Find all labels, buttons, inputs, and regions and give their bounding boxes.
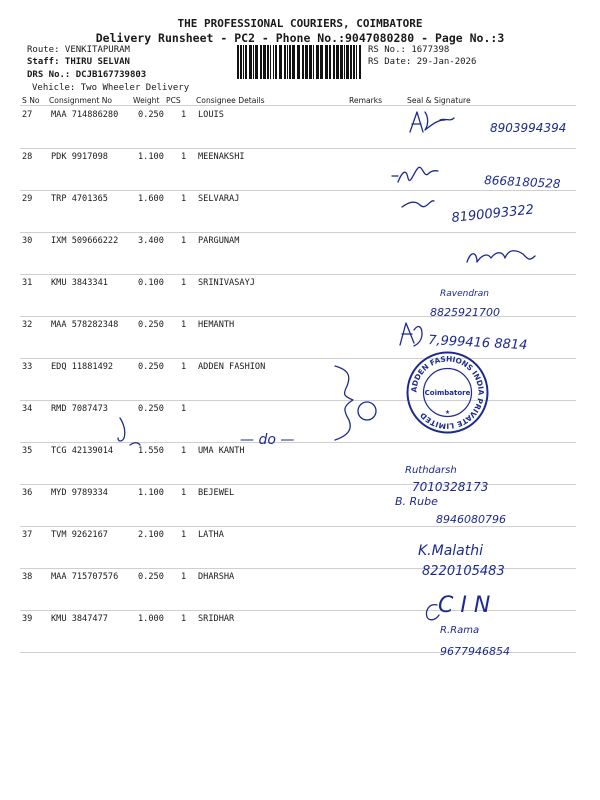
bracket-mark [335,366,353,440]
handwritten-phone: 7,999416 8814 [427,333,528,354]
row-consignment-no: TCG 42139014 [51,446,114,456]
col-seal-signature: Seal & Signature [407,96,471,105]
row-pcs: 1 [181,530,187,540]
handwritten-phone: 8946080796 [436,513,506,526]
row-sno: 29 [22,194,33,204]
row-sno: 33 [22,362,33,372]
signature-scribble [400,323,422,346]
company-seal-stamp [405,350,490,435]
row-weight: 1.550 [138,446,164,456]
signature-scribble [392,167,438,182]
row-consignment-no: IXM 509666222 [51,236,119,246]
row-consignee: HEMANTH [198,320,235,330]
row-consignee: SELVARAJ [198,194,240,204]
row-consignee: DHARSHA [198,572,235,582]
handwritten-phone: 8668180528 [483,173,561,191]
row-consignee: LOUIS [198,110,224,120]
seal-star: ★ [445,407,450,416]
signature-scribble [467,251,535,262]
row-sno: 39 [22,614,33,624]
row-weight: 0.250 [138,572,164,582]
seal-text: ADDEN FASHIONS INDIA PRIVATE LIMITED [409,354,486,431]
row-consignee: BEJEWEL [198,488,235,498]
count-circle [358,402,376,420]
col-sno: S No [22,96,40,105]
row-weight: 2.100 [138,530,164,540]
row-sno: 27 [22,110,33,120]
row-pcs: 1 [181,572,187,582]
row-sno: 28 [22,152,33,162]
row-consignment-no: PDK 9917098 [51,152,108,162]
row-pcs: 1 [181,320,187,330]
handwritten-phone: 8220105483 [422,564,505,579]
handwritten-name: B. Rube [395,495,438,508]
row-weight: 1.000 [138,614,164,624]
row-consignee: SRINIVASAYJ [198,278,255,288]
handwritten-name: Ravendran [440,289,489,299]
scribble-mark [118,418,140,445]
row-consignment-no: MAA 715707576 [51,572,119,582]
row-consignee: UMA KANTH [198,446,245,456]
signature-scribble [410,112,454,132]
row-weight: 3.400 [138,236,164,246]
row-weight: 1.100 [138,152,164,162]
drs-number: DRS No.: DCJB167739803 [27,70,147,80]
row-consignee: ADDEN FASHION [198,362,266,372]
col-consignee: Consignee Details [196,96,265,105]
row-consignment-no: TVM 9262167 [51,530,108,540]
row-consignment-no: MYD 9789334 [51,488,108,498]
row-weight: 1.600 [138,194,164,204]
handwritten-name: Ruthdarsh [405,465,457,476]
row-sno: 30 [22,236,33,246]
col-consignment: Consignment No [49,96,113,105]
row-pcs: 1 [181,278,187,288]
col-remarks: Remarks [349,96,383,105]
handwritten-phone: 8190093322 [450,202,535,226]
row-pcs: 1 [181,194,187,204]
row-consignment-no: TRP 4701365 [51,194,108,204]
vehicle: Vehicle: Two Wheeler Delivery [32,83,190,93]
rs-number: RS No.: 1677398 [368,45,450,55]
row-consignee: PARGUNAM [198,236,240,246]
row-sno: 37 [22,530,33,540]
runsheet-subtitle: Delivery Runsheet - PC2 - Phone No.:9047080280 - Page No.:3 [95,31,505,45]
row-consignment-no: MAA 714886280 [51,110,119,120]
row-sno: 36 [22,488,33,498]
row-sno: 38 [22,572,33,582]
row-sno: 34 [22,404,33,414]
handwritten-phone: 7010328173 [412,480,489,494]
row-weight: 0.250 [138,362,164,372]
handwritten-ditto: — do — [240,432,295,448]
rs-date: RS Date: 29-Jan-2026 [368,57,477,67]
col-weight: Weight [133,96,160,105]
row-consignment-no: EDQ 11881492 [51,362,114,372]
row-consignee: MEENAKSHI [198,152,245,162]
handwritten-phone: 8903994394 [490,121,567,135]
handwritten-phone: 8825921700 [430,306,500,319]
row-consignment-no: RMD 7087473 [51,404,108,414]
row-sno: 32 [22,320,33,330]
row-pcs: 1 [181,446,187,456]
row-sno: 35 [22,446,33,456]
row-pcs: 1 [181,362,187,372]
staff: Staff: THIRU SELVAN [27,57,130,67]
row-consignment-no: MAA 578282348 [51,320,119,330]
col-pcs: PCS [166,96,181,105]
row-sno: 31 [22,278,33,288]
handwritten-name: K.Malathi [418,543,484,559]
seal-center-text: Coimbatore [424,389,471,397]
row-pcs: 1 [181,614,187,624]
route: Route: VENKITAPURAM [27,45,130,55]
company-title: THE PROFESSIONAL COURIERS, COIMBATORE [177,17,423,30]
row-pcs: 1 [181,110,187,120]
row-weight: 0.250 [138,110,164,120]
handwritten-phone: 9677946854 [440,645,510,658]
row-weight: 0.100 [138,278,164,288]
row-pcs: 1 [181,236,187,246]
row-consignee: SRIDHAR [198,614,235,624]
row-pcs: 1 [181,152,187,162]
row-pcs: 1 [181,488,187,498]
row-consignee: LATHA [198,530,224,540]
row-weight: 1.100 [138,488,164,498]
handwritten-name: R.Rama [440,625,480,636]
row-weight: 0.250 [138,320,164,330]
handwritten-mark: C I N [438,593,491,618]
row-weight: 0.250 [138,404,164,414]
signature-scribble [402,201,434,207]
row-consignment-no: KMU 3847477 [51,614,108,624]
row-consignment-no: KMU 3843341 [51,278,108,288]
row-pcs: 1 [181,404,187,414]
